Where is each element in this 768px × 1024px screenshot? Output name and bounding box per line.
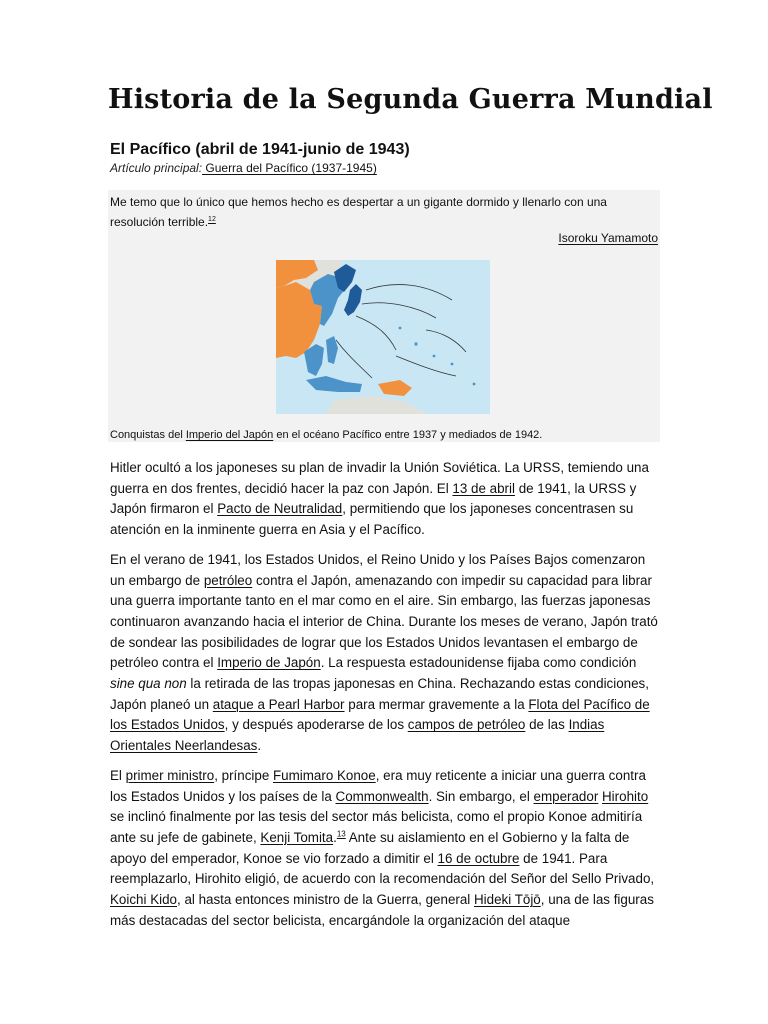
- map-caption-link[interactable]: Imperio del Japón: [185, 429, 274, 441]
- section-heading: El Pacífico (abril de 1941-junio de 1943): [110, 141, 410, 158]
- quote-author[interactable]: [558, 231, 658, 245]
- p2-italic-latin: sine qua non: [110, 676, 187, 692]
- map-island: [433, 355, 436, 358]
- main-article-link[interactable]: Guerra del Pacífico (1937-1945): [202, 161, 377, 175]
- p3-text-8: Ante su aislamiento en el Gobierno y la falta de apoyo del emperador, Konoe se vio forzado a dimitir el: [110, 829, 630, 866]
- p2-link-oil-fields[interactable]: campos de petróleo: [407, 717, 526, 733]
- p3-link-emperor[interactable]: emperador: [533, 788, 599, 804]
- map-island: [451, 363, 454, 366]
- p3-text-4: . Sin embargo, el: [428, 788, 534, 804]
- main-article-prefix: Artículo principal:: [110, 161, 203, 175]
- p3-link-konoe[interactable]: Fumimaro Konoe: [273, 767, 376, 783]
- p2-text-2: contra el Japón, amenazando con impedir su capacidad para librar una guerra importante tanto en el mar como en el aire. Sin embargo, las fuerzas japonesas continuaron avanzando hacia el interior de China. Durante los meses de verano, Japón trató de sondear las posibilidades de lograr que los Estados Unidos levantasen el embargo de petróleo contra el: [110, 572, 658, 671]
- map-island: [473, 383, 476, 386]
- p2-text-7: de las: [525, 717, 569, 733]
- p2-text-6: , y después apoderarse de los: [224, 717, 408, 733]
- p3-text-11: , una de las figuras más destacadas del sector belicista, encargándole la organización del ataque: [110, 892, 654, 928]
- map-caption-after: en el océano Pacífico entre 1937 y mediados de 1942.: [273, 429, 543, 441]
- p1-text-3: , permitiendo que los japoneses concentrasen su atención en la inminente guerra en Asia y el Pacífico.: [110, 501, 634, 538]
- p3-text-7: .: [333, 829, 337, 845]
- p1-link-pact[interactable]: Pacto de Neutralidad: [217, 501, 343, 517]
- map-caption-before: Conquistas del: [110, 429, 186, 441]
- quote-author-link[interactable]: Isoroku Yamamoto: [558, 231, 658, 245]
- article-body: [110, 458, 658, 940]
- p3-link-tomita[interactable]: Kenji Tomita: [260, 829, 334, 845]
- quote-text: Me temo que lo único que hemos hecho es despertar a un gigante dormido y llenarlo con una resolución terrible.: [110, 195, 607, 229]
- paragraph-2: [110, 550, 658, 757]
- p3-text-1: El: [110, 767, 126, 783]
- p3-link-october[interactable]: 16 de octubre: [437, 850, 520, 866]
- p3-text-2: , príncipe: [214, 767, 273, 783]
- p2-text-1: En el verano de 1941, los Estados Unidos, el Reino Unido y los Países Bajos comenzaron un embargo de: [110, 551, 646, 588]
- p3-text-3: , era muy reticente a iniciar una guerra contra los Estados Unidos y los países de la: [110, 767, 646, 804]
- p3-reference[interactable]: 13: [336, 829, 346, 839]
- p3-text-10: , al hasta entonces ministro de la Guerra, general: [177, 892, 474, 908]
- p3-text-6: se inclinó finalmente por las tesis del sector más belicista, como el propio Konoe admitiría ante su jefe de gabinete,: [110, 809, 643, 845]
- pacific-map-svg: [276, 260, 490, 414]
- p3-link-prime-minister[interactable]: primer ministro: [125, 767, 215, 783]
- p3-link-commonwealth[interactable]: Commonwealth: [335, 788, 429, 804]
- p2-text-4: la retirada de las tropas japonesas en China. Rechazando estas condiciones, Japón planeó un: [110, 676, 649, 712]
- p2-link-dutch-east-indies[interactable]: Indias Orientales Neerlandesas: [110, 717, 605, 754]
- map-caption: [110, 429, 658, 441]
- p2-link-empire[interactable]: Imperio de Japón: [217, 655, 321, 671]
- p1-text-2: de 1941, la URSS y Japón firmaron el: [110, 480, 637, 517]
- p1-link-date[interactable]: 13 de abril: [452, 480, 515, 496]
- p3-text-9: de 1941. Para reemplazarlo, Hirohito eligió, de acuerdo con la recomendación del Señor del Sello Privado,: [110, 850, 655, 887]
- p2-link-pearl-harbor[interactable]: ataque a Pearl Harbor: [212, 696, 345, 712]
- p1-text-1: Hitler ocultó a los japoneses su plan de invadir la Unión Soviética. La URSS, temiendo una guerra en dos frentes, decidió hacer la paz con Japón. El: [110, 460, 649, 496]
- p3-link-kido[interactable]: Koichi Kido: [110, 892, 177, 908]
- p2-link-petroleum[interactable]: petróleo: [203, 572, 253, 588]
- pacific-map-image[interactable]: [276, 260, 490, 414]
- map-island: [399, 327, 402, 330]
- quote-reference[interactable]: 12: [208, 216, 216, 223]
- p3-link-hirohito[interactable]: Hirohito: [602, 788, 649, 804]
- document-title: Historia de la Segunda Guerra Mundial: [108, 84, 713, 115]
- p2-text-8: .: [257, 738, 262, 754]
- p3-link-tojo[interactable]: Hideki Tōjō: [474, 892, 541, 908]
- p2-text-5: para mermar gravemente a la: [344, 696, 529, 712]
- p2-text-3: . La respuesta estadounidense fijaba como condición: [320, 655, 637, 671]
- map-island: [414, 342, 417, 345]
- p2-link-pacific-fleet[interactable]: Flota del Pacífico de los Estados Unidos: [110, 696, 650, 733]
- quote-text-block: [110, 193, 650, 231]
- paragraph-1: [110, 458, 658, 541]
- paragraph-3: [110, 766, 658, 932]
- quote-box: [108, 190, 660, 442]
- main-article-note: [110, 161, 377, 175]
